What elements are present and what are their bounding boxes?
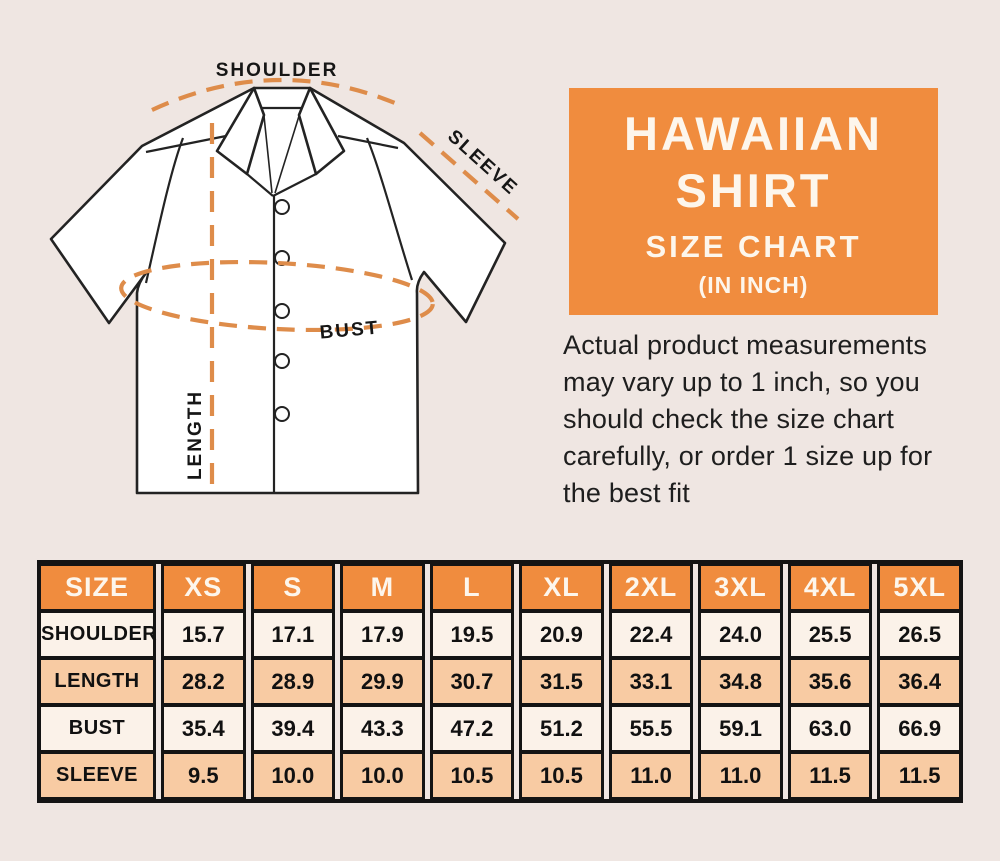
- size-value-cell: 35.6: [788, 658, 873, 705]
- size-value-cell: 10.0: [340, 752, 425, 799]
- size-value-cell: 29.9: [340, 658, 425, 705]
- size-value-cell: 10.5: [519, 752, 604, 799]
- button-3: [275, 304, 289, 318]
- size-value-cell: 11.0: [609, 752, 694, 799]
- size-column-header: 4XL: [788, 564, 873, 611]
- size-column-header: XS: [161, 564, 246, 611]
- table-header-row: [38, 564, 962, 611]
- shirt-measurement-diagram: [0, 0, 560, 545]
- button-1: [275, 200, 289, 214]
- size-column-header: S: [251, 564, 336, 611]
- title-box: [569, 88, 938, 315]
- size-column-header: 3XL: [698, 564, 783, 611]
- title-unit-note: (IN INCH): [698, 271, 809, 298]
- size-column-header: 5XL: [877, 564, 962, 611]
- table-row: [38, 752, 962, 799]
- button-4: [275, 354, 289, 368]
- size-value-cell: 17.9: [340, 611, 425, 658]
- table-row: [38, 611, 962, 658]
- size-column-header: L: [430, 564, 515, 611]
- description-text: Actual product measurements may vary up to 1 inch, so you should check the size chart carefully, or order 1 size up for the best fit: [563, 330, 933, 508]
- size-value-cell: 22.4: [609, 611, 694, 658]
- sleeve-measure-label: SLEEVE: [443, 126, 523, 200]
- title-line-2: SHIRT: [675, 163, 832, 217]
- table-row: [38, 705, 962, 752]
- size-value-cell: 10.0: [251, 752, 336, 799]
- button-5: [275, 407, 289, 421]
- size-value-cell: 36.4: [877, 658, 962, 705]
- size-column-header: 2XL: [609, 564, 694, 611]
- size-value-cell: 11.5: [788, 752, 873, 799]
- size-value-cell: 24.0: [698, 611, 783, 658]
- size-value-cell: 63.0: [788, 705, 873, 752]
- size-value-cell: 59.1: [698, 705, 783, 752]
- size-value-cell: 34.8: [698, 658, 783, 705]
- size-value-cell: 51.2: [519, 705, 604, 752]
- measure-row-label: SLEEVE: [38, 752, 156, 799]
- size-column-header: XL: [519, 564, 604, 611]
- size-value-cell: 55.5: [609, 705, 694, 752]
- size-value-cell: 26.5: [877, 611, 962, 658]
- size-value-cell: 33.1: [609, 658, 694, 705]
- size-value-cell: 31.5: [519, 658, 604, 705]
- length-measure-label: LENGTH: [185, 389, 206, 481]
- size-value-cell: 47.2: [430, 705, 515, 752]
- size-column-header: M: [340, 564, 425, 611]
- size-value-cell: 11.5: [877, 752, 962, 799]
- size-column-header: SIZE: [38, 564, 156, 611]
- size-value-cell: 35.4: [161, 705, 246, 752]
- size-value-cell: 30.7: [430, 658, 515, 705]
- shoulder-measure-label: SHOULDER: [215, 60, 339, 81]
- measure-row-label: LENGTH: [38, 658, 156, 705]
- size-value-cell: 39.4: [251, 705, 336, 752]
- table-row: [38, 658, 962, 705]
- size-value-cell: 17.1: [251, 611, 336, 658]
- size-value-cell: 28.2: [161, 658, 246, 705]
- size-value-cell: 19.5: [430, 611, 515, 658]
- size-value-cell: 43.3: [340, 705, 425, 752]
- title-subtitle: SIZE CHART: [645, 228, 862, 264]
- shirt-body-outline: [51, 88, 505, 493]
- size-value-cell: 15.7: [161, 611, 246, 658]
- size-table-grid: [37, 564, 963, 799]
- size-table: [37, 560, 963, 803]
- size-value-cell: 10.5: [430, 752, 515, 799]
- size-value-cell: 28.9: [251, 658, 336, 705]
- measure-row-label: BUST: [38, 705, 156, 752]
- measure-row-label: SHOULDER: [38, 611, 156, 658]
- title-line-1: HAWAIIAN: [624, 106, 883, 160]
- size-value-cell: 66.9: [877, 705, 962, 752]
- bust-measure-label: BUST: [318, 317, 381, 344]
- size-value-cell: 20.9: [519, 611, 604, 658]
- size-value-cell: 9.5: [161, 752, 246, 799]
- size-value-cell: 25.5: [788, 611, 873, 658]
- size-value-cell: 11.0: [698, 752, 783, 799]
